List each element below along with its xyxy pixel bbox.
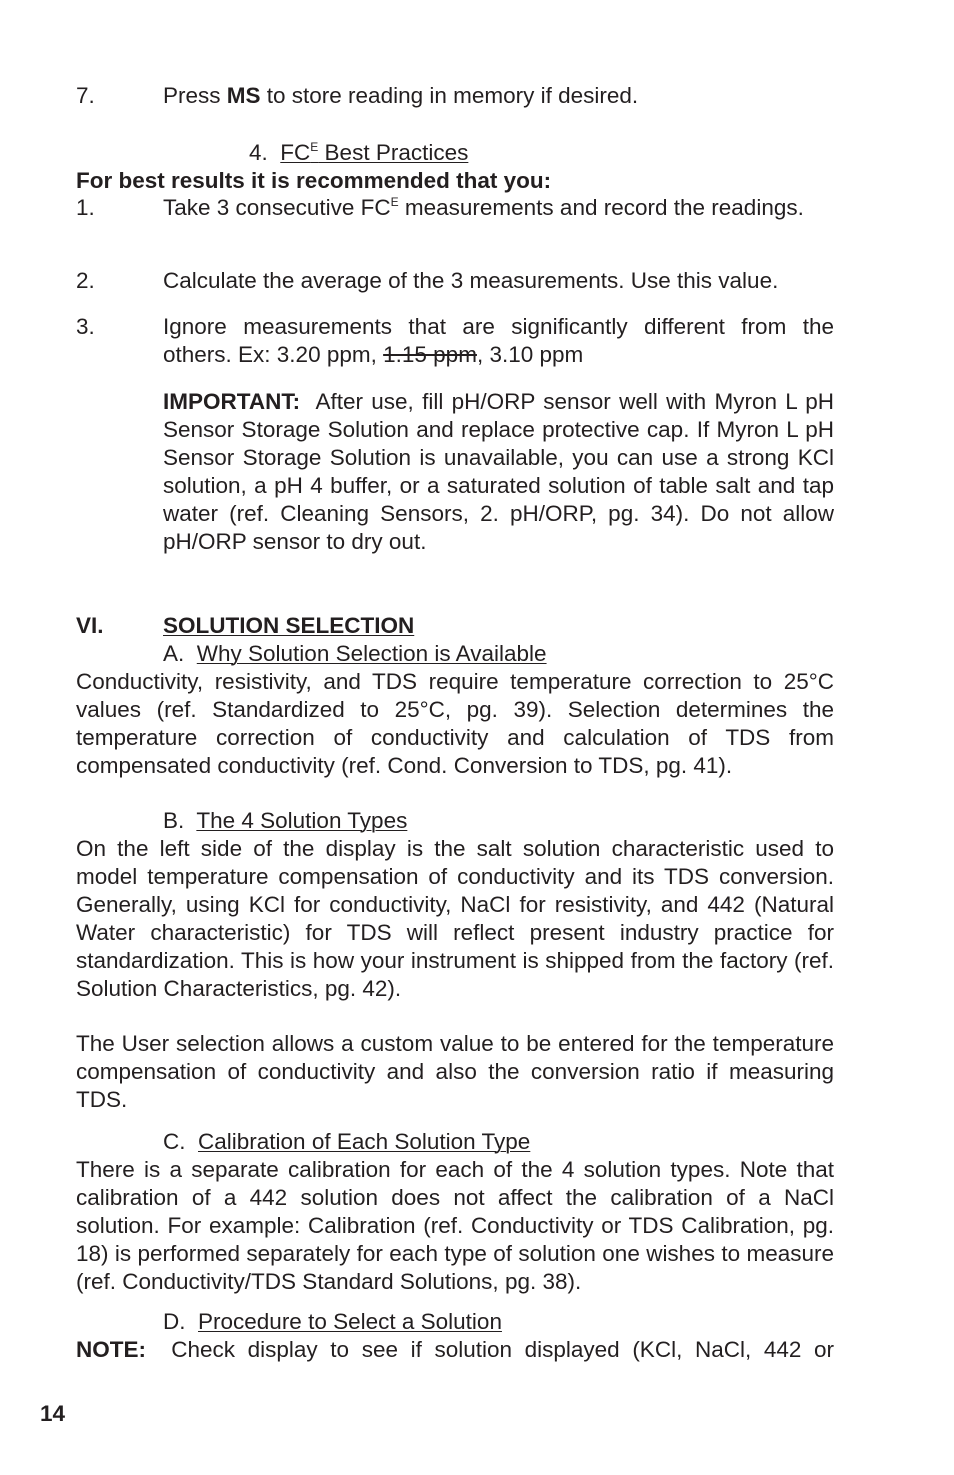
item-number: 1.: [76, 195, 95, 220]
important-label: IMPORTANT:: [163, 389, 301, 414]
item-number: 2.: [76, 268, 95, 293]
item-text: Ignore measurements that are significantly different from the others. Ex: 3.20 ppm,: [163, 314, 834, 367]
page-number: 14: [40, 1401, 66, 1426]
note-text: Check display to see if solution displayed (KCl, NaCl, 442 or: [171, 1337, 834, 1362]
subsection-b-heading: [76, 807, 834, 835]
best-item-1: [76, 194, 834, 222]
ms-key-label: MS: [226, 83, 261, 108]
subsection-title: Calibration of Each Solution Type: [198, 1129, 531, 1154]
section-number: VI.: [76, 613, 104, 638]
best-item-3: [76, 313, 834, 369]
note-line: [76, 1336, 834, 1364]
subsection-d-heading: [76, 1308, 834, 1336]
note-label: NOTE:: [76, 1337, 146, 1362]
subsection-title: The 4 Solution Types: [196, 808, 408, 833]
step-number: 7.: [76, 83, 95, 108]
item-text-rest: measurements and record the readings.: [398, 195, 804, 220]
subsection-c-heading: [76, 1128, 834, 1156]
subsection-b-text: On the left side of the display is the salt solution characteristic used to model temperature compensation of conductivity and its TDS conversion. Generally, using KCl for conductivity, NaCl for resistivity, and 442 (Natural Water characteristic) for TDS will reflect present industry practice for standardization. This is how your instrument is shipped from the factory (ref. Solution Characteristics, pg. 42).: [76, 836, 834, 1001]
subsection-b-text-2: The User selection allows a custom value to be entered for the temperature compensation of conductivity and also the conversion ratio if measuring TDS.: [76, 1031, 834, 1112]
step-text-rest: to store reading in memory if desired.: [260, 83, 639, 108]
step-text: Press: [163, 83, 227, 108]
heading-superscript: E: [310, 140, 319, 154]
best-results-intro: For best results it is recommended that you:: [76, 168, 552, 193]
subsection-title: Procedure to Select a Solution: [198, 1309, 502, 1334]
subsection-title: Why Solution Selection is Available: [196, 641, 547, 666]
important-text: After use, fill pH/ORP sensor well with Myron L pH Sensor Storage Solution and replace protective cap. If Myron L pH Sensor Storage Solution is unavailable, you can use a strong KCl solution, a pH 4 buffer, or a saturated solution of table salt and tap water (ref. Cleaning Sensors, 2. pH/ORP, pg. 34). Do not allow pH/ORP sensor to dry out.: [163, 389, 834, 554]
subsection-a-heading: [76, 640, 834, 668]
item-superscript: E: [390, 195, 399, 209]
struck-value: 1.15 ppm: [383, 342, 477, 367]
fce-best-practices-heading: [76, 139, 834, 167]
subsection-a-text: Conductivity, resistivity, and TDS require temperature correction to 25°C values (ref. Standardized to 25°C, pg. 39). Selection determines the temperature correction of conductivity and calculation of TDS from compensated conductivity (ref. Cond. Conversion to TDS, pg. 41).: [76, 669, 834, 778]
heading-number: 4.: [249, 140, 281, 165]
heading-title: Best Practices: [318, 140, 469, 165]
subsection-letter: D.: [163, 1309, 199, 1334]
item-text: Calculate the average of the 3 measurements. Use this value.: [163, 268, 779, 293]
section-vi-heading: [76, 612, 834, 640]
step-7: [76, 82, 834, 110]
section-title: SOLUTION SELECTION: [163, 613, 415, 638]
important-note: [163, 388, 834, 556]
best-item-2: [76, 267, 834, 295]
item-text-rest: , 3.10 ppm: [476, 342, 584, 367]
item-text: Take 3 consecutive FC: [163, 195, 391, 220]
subsection-letter: B.: [163, 808, 197, 833]
subsection-c-text: There is a separate calibration for each of the 4 solution types. Note that calibration of a 442 solution does not affect the calibration of a NaCl solution. For example: Calibration (ref. Conductivity or TDS Calibration, pg. 18) is performed separately for each type of solution one wishes to measure (ref. Conductivity/TDS Standard Solutions, pg. 38).: [76, 1157, 834, 1294]
item-number: 3.: [76, 314, 95, 339]
subsection-letter: C.: [163, 1129, 199, 1154]
subsection-letter: A.: [163, 641, 197, 666]
heading-fc: FC: [280, 140, 311, 165]
